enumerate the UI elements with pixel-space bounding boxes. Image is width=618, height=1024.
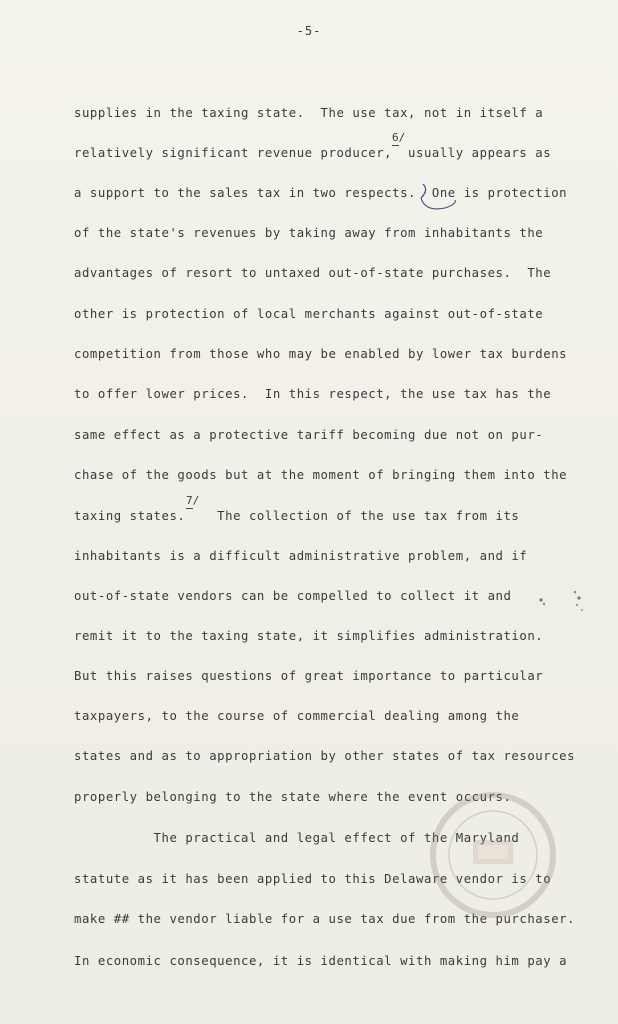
text-line: make ## the vendor liable for a use tax due from the purchaser. xyxy=(74,912,576,926)
text-line: advantages of resort to untaxed out-of-state purchases. The xyxy=(74,266,552,280)
text-line: statute as it has been applied to this Delaware vendor is to xyxy=(74,872,552,886)
text-line: In economic consequence, it is identical with making him pay a xyxy=(74,954,568,968)
text-line: other is protection of local merchants against out-of-state xyxy=(74,307,544,321)
text-line: out-of-state vendors can be compelled to collect it and xyxy=(74,589,512,603)
text-line: taxpayers, to the course of commercial dealing among the xyxy=(74,709,520,723)
text-line: of the state's revenues by taking away from inhabitants the xyxy=(74,226,544,240)
text-line: chase of the goods but at the moment of bringing them into the xyxy=(74,468,568,482)
text-line: states and as to appropriation by other states of tax resources xyxy=(74,749,576,763)
text-line: relatively significant revenue producer, usually appears as xyxy=(74,146,552,160)
text-line: competition from those who may be enabled by lower tax burdens xyxy=(74,347,568,361)
text-line: to offer lower prices. In this respect, the use tax has the xyxy=(74,387,552,401)
text-line: The practical and legal effect of the Maryland xyxy=(74,831,520,845)
text-line: taxing states. The collection of the use tax from its xyxy=(74,509,520,523)
page-number: -5- xyxy=(296,24,322,38)
text-line: same effect as a protective tariff becoming due not on pur- xyxy=(74,428,544,442)
footnote-marker-6: 6/ xyxy=(392,131,406,144)
text-line: But this raises questions of great importance to particular xyxy=(74,669,544,683)
text-line: supplies in the taxing state. The use tax, not in itself a xyxy=(74,106,544,120)
ink-specks xyxy=(535,580,595,620)
text-line: properly belonging to the state where the event occurs. xyxy=(74,790,512,804)
text-line: a support to the sales tax in two respects. One is protection xyxy=(74,186,568,200)
text-line: inhabitants is a difficult administrative problem, and if xyxy=(74,549,528,563)
university-seal-watermark xyxy=(418,790,568,920)
text-line: remit it to the taxing state, it simplifies administration. xyxy=(74,629,544,643)
footnote-marker-7: 7/ xyxy=(186,494,200,507)
